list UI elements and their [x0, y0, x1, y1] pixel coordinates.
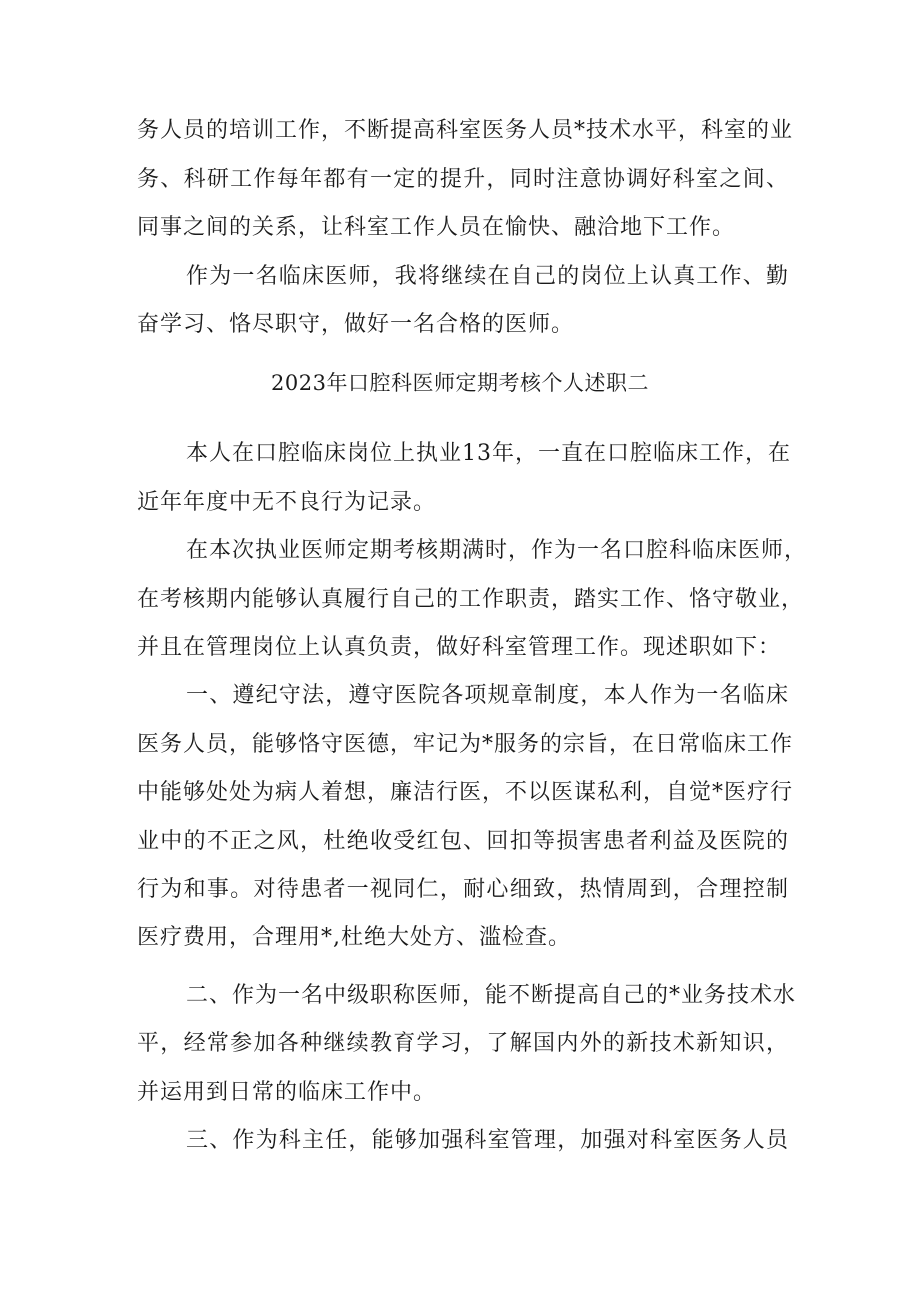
- text-line: 一、遵纪守法，遵守医院各项规章制度，本人作为一名临床: [186, 683, 789, 708]
- text-line: 医务人员，能够恪守医德，牢记为*服务的宗旨，在日常临床工作: [137, 732, 794, 757]
- text-line: 在考核期内能够认真履行自己的工作职责，踏实工作、恪守敬业，: [137, 587, 805, 612]
- text-line: 中能够处处为病人着想，廉洁行医，不以医谋私利，自觉*医疗行: [137, 780, 794, 805]
- text-line: 三、作为科主任，能够加强科室管理，加强对科室医务人员: [186, 1128, 789, 1153]
- text-line: 务、科研工作每年都有一定的提升，同时注意协调好科室之间、: [137, 167, 789, 192]
- text-line: 同事之间的关系，让科室工作人员在愉快、融洽地下工作。: [137, 215, 736, 240]
- text-line: 平，经常参加各种继续教育学习，了解国内外的新技术新知识，: [137, 1031, 789, 1056]
- text-line: 并且在管理岗位上认真负责，做好科室管理工作。现述职如下：: [137, 635, 782, 660]
- text-line: 业中的不正之风，杜绝收受红包、回扣等损害患者利益及医院的: [137, 829, 789, 854]
- text-line: 本人在口腔临床岗位上执业13年，一直在口腔临床工作，在: [186, 441, 791, 466]
- text-line: 并运用到日常的临床工作中。: [137, 1080, 437, 1105]
- text-line: 作为一名临床医师，我将继续在自己的岗位上认真工作、勤: [186, 264, 789, 289]
- text-line: 务人员的培训工作，不断提高科室医务人员*技术水平，科室的业: [137, 118, 794, 143]
- text-line: 奋学习、恪尽职守，做好一名合格的医师。: [137, 312, 575, 337]
- text-line: 二、作为一名中级职称医师，能不断提高自己的*业务技术水: [186, 983, 797, 1008]
- text-line: 近年年度中无不良行为记录。: [137, 490, 437, 515]
- text-line: 医疗费用，合理用*,杜绝大处方、滥检查。: [137, 925, 571, 950]
- text-line: 行为和事。对待患者一视同仁，耐心细致，热情周到，合理控制: [137, 877, 789, 902]
- section-title: 2023年口腔科医师定期考核个人述职二: [271, 371, 649, 395]
- text-line: 在本次执业医师定期考核期满时，作为一名口腔科临床医师，: [186, 538, 808, 563]
